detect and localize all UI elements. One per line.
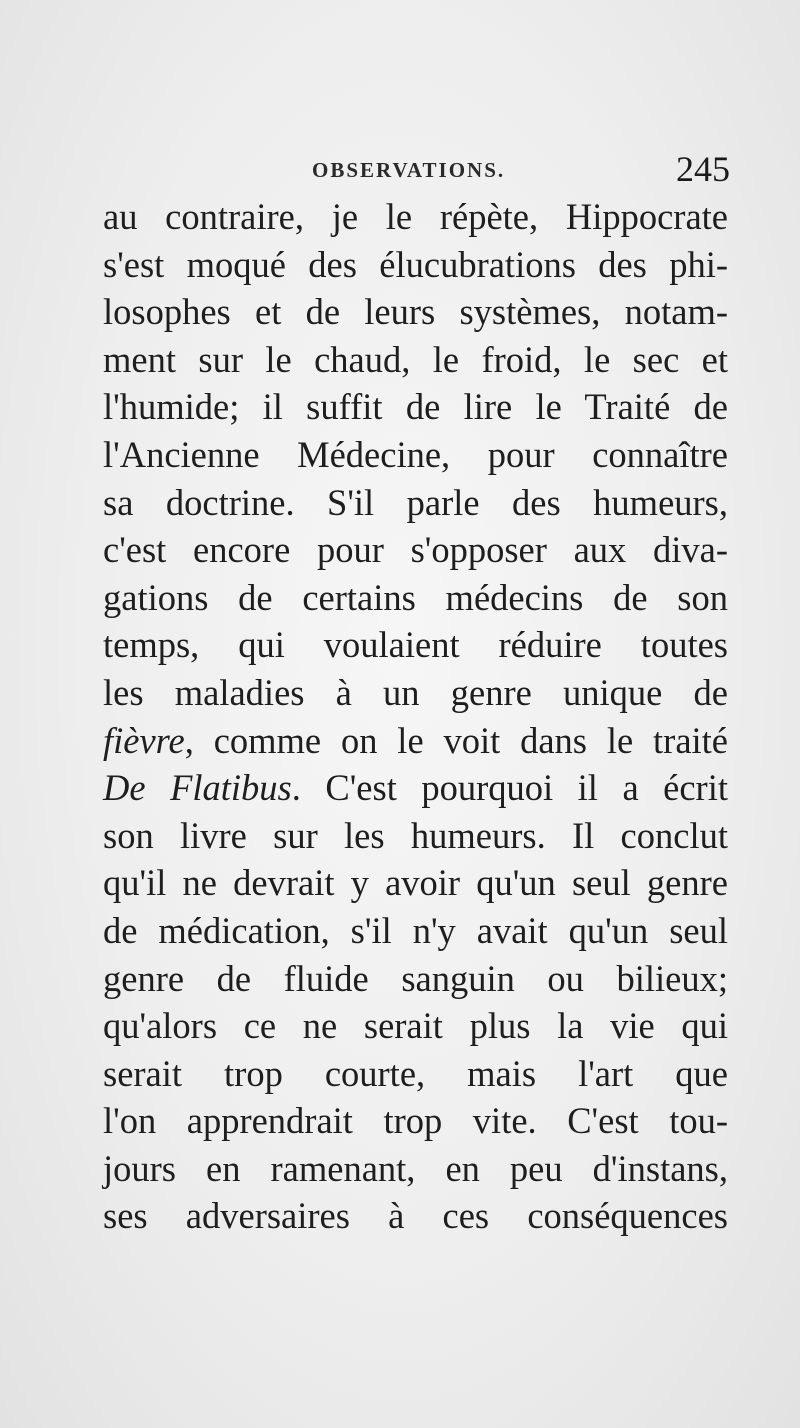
text-segment: l'humide; il suffit de lire le Traité de (103, 386, 728, 428)
text-line (103, 383, 728, 431)
text-segment: au contraire, je le répète, Hippocrate (103, 196, 728, 237)
running-head: OBSERVATIONS. (312, 158, 506, 182)
text-segment: gations de certains médecins de son (103, 576, 728, 618)
text-segment: les maladies à un genre unique de (103, 671, 728, 713)
text-segment: ses adversaires à ces conséquences (103, 1195, 728, 1237)
text-line (103, 717, 728, 765)
text-segment: jours en ramenant, en peu d'instans, (103, 1147, 728, 1189)
text-segment: sa doctrine. S'il parle des humeurs, (103, 481, 728, 523)
text-line (103, 669, 728, 717)
text-segment: , comme on le voit dans le traité (184, 719, 728, 761)
text-line (103, 431, 728, 479)
text-line (103, 1097, 728, 1145)
text-segment: de médication, s'il n'y avait qu'un seul (103, 909, 728, 951)
text-segment: genre de fluide sanguin ou bilieux; (103, 957, 728, 999)
text-line (103, 859, 728, 907)
text-segment: c'est encore pour s'opposer aux diva- (103, 529, 728, 571)
text-line (103, 812, 728, 860)
text-line (103, 1192, 728, 1240)
text-segment: l'on apprendrait trop vite. C'est tou- (103, 1100, 728, 1142)
text-line (103, 1145, 728, 1193)
text-line (103, 574, 728, 622)
text-line (103, 1050, 728, 1098)
text-line (103, 336, 728, 384)
body-text (103, 193, 728, 1240)
text-segment: l'Ancienne Médecine, pour connaître (103, 433, 728, 475)
text-line (103, 479, 728, 527)
text-segment: ment sur le chaud, le froid, le sec et (103, 338, 728, 380)
text-segment: losophes et de leurs systèmes, notam- (103, 291, 728, 333)
text-line (103, 764, 728, 812)
text-line (103, 907, 728, 955)
text-line (103, 241, 728, 289)
page-header (100, 149, 730, 196)
text-segment: serait trop courte, mais l'art que (103, 1052, 728, 1094)
text-line (103, 288, 728, 336)
text-line (103, 621, 728, 669)
text-segment: qu'alors ce ne serait plus la vie qui (103, 1005, 728, 1047)
text-line (103, 526, 728, 574)
italic-text: De Flatibus (103, 767, 292, 809)
text-segment: s'est moqué des élucubrations des phi- (103, 243, 728, 285)
page-number: 245 (676, 149, 730, 189)
text-line (103, 955, 728, 1003)
text-line (103, 193, 728, 241)
text-segment: . C'est pourquoi il a écrit (291, 767, 728, 809)
italic-text: fièvre (103, 719, 185, 761)
text-segment: son livre sur les humeurs. Il conclut (103, 814, 728, 856)
text-segment: temps, qui voulaient réduire toutes (103, 624, 728, 666)
text-line (103, 1002, 728, 1050)
text-segment: qu'il ne devrait y avoir qu'un seul genre (103, 862, 728, 904)
